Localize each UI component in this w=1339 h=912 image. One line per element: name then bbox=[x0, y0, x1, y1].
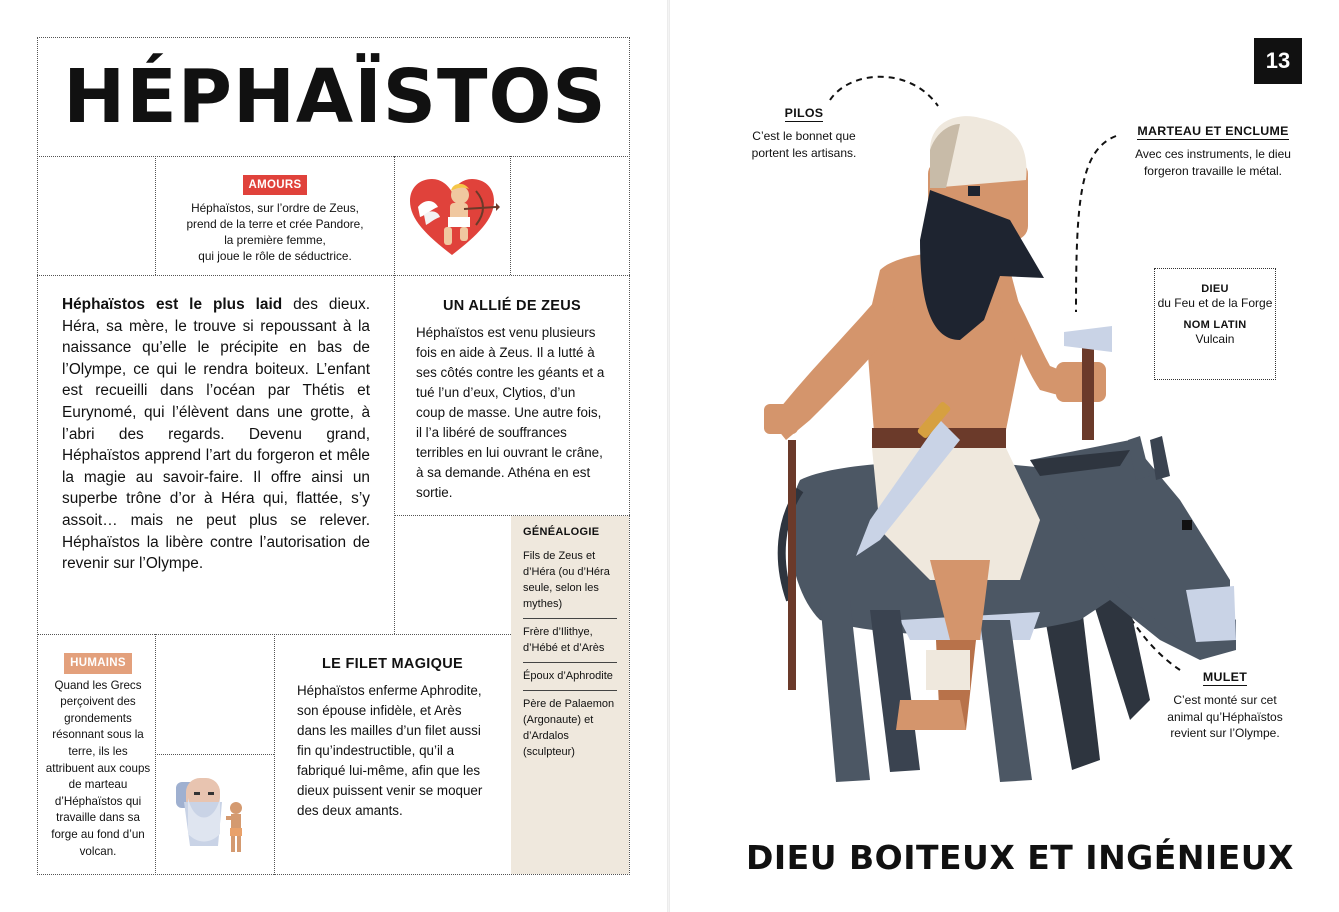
filet-heading: LE FILET MAGIQUE bbox=[322, 656, 463, 672]
dieu-text: du Feu et de la Forge bbox=[1157, 296, 1273, 310]
humains-text: Quand les Grecs perçoivent des grondements résonnant sous la terre, ils les attribuent aux coups de marteau d’Héphaïstos qui travaille dans sa forge au fond d’un volcan. bbox=[45, 678, 151, 858]
cupid-heart-icon bbox=[404, 173, 500, 263]
genealogy-heading: GÉNÉALOGIE bbox=[523, 526, 600, 538]
humains-box bbox=[44, 653, 152, 860]
latin-heading: NOM LATIN bbox=[1183, 319, 1247, 332]
left-page bbox=[0, 0, 668, 912]
ally-heading: UN ALLIÉ DE ZEUS bbox=[443, 298, 581, 314]
page-number: 13 bbox=[1254, 38, 1302, 84]
humains-tag: HUMAINS bbox=[64, 653, 132, 674]
marteau-heading: MARTEAU ET ENCLUME bbox=[1137, 124, 1289, 138]
filet-box bbox=[297, 656, 489, 821]
dieu-heading: DIEU bbox=[1201, 283, 1229, 295]
genealogy-item: Frère d’Ilithye, d’Hébé et d’Arès bbox=[523, 626, 605, 654]
pilos-heading: PILOS bbox=[784, 106, 824, 120]
page-title: HÉPHAÏSTOS bbox=[63, 54, 607, 140]
amours-line: la première femme, bbox=[224, 233, 326, 247]
ally-box bbox=[416, 298, 608, 503]
genealogy-item: Époux d’Aphrodite bbox=[523, 670, 613, 682]
old-man-and-child-icon bbox=[170, 772, 254, 856]
main-text bbox=[62, 294, 370, 575]
latin-text: Vulcain bbox=[1195, 332, 1235, 347]
ally-text: Héphaïstos est venu plusieurs fois en aide à Zeus. Il a lutté à ses côtés contre les géants et a tué l’un d’eux, Clytios, d’un coup de masse. Une autre fois, il l’a libéré de souffrances terribles en lui ouvrant le crâne, à sa demande. Athéna en est sortie. bbox=[416, 325, 605, 500]
amours-line: Héphaïstos, sur l’ordre de Zeus, bbox=[191, 201, 359, 215]
genealogy-box bbox=[511, 516, 629, 874]
bottom-title: DIEU BOITEUX ET INGÉNIEUX bbox=[745, 838, 1294, 877]
marteau-text: Avec ces instruments, le dieu forgeron travaille le métal. bbox=[1135, 147, 1291, 178]
amours-line: qui joue le rôle de séductrice. bbox=[198, 249, 352, 263]
main-text-body: des dieux. Héra, sa mère, le trouve si repoussant à la naissance qu’elle le précipite en bas de l’Olympe, ce qui le rendra boiteux. L’enfant est recueilli dans l’océan par Thétis et Eurynomé, qui l’élèvent dans une grotte, à l’abri des regards. Devenu grand, Héphaïstos apprend l’art du forgeron et mêle la magie au savoir-faire. Il offre ainsi un superbe trône d’or à Héra qui, flattée, s’y assoit… mais ne peut plus se relever. Héphaïstos la libère contre l’autorisation de revenir sur l’Olympe. bbox=[62, 296, 370, 573]
mulet-text: C’est monté sur cet animal qu’Héphaïstos revient sur l’Olympe. bbox=[1167, 693, 1283, 741]
hephaistos-on-mule-illustration bbox=[760, 108, 1240, 788]
mulet-heading: MULET bbox=[1202, 670, 1248, 684]
pilos-text: C’est le bonnet que portent les artisans. bbox=[751, 129, 857, 160]
amours-tag: AMOURS bbox=[243, 175, 308, 195]
filet-text: Héphaïstos enferme Aphrodite, son épouse infidèle, et Arès dans les mailles d’un filet aussi fin qu’indestructible, qu’il a fabriqué lui-même, afin que les dieux puissent venir se moquer des deux amants. bbox=[297, 683, 483, 818]
amours-box bbox=[158, 175, 392, 264]
amours-line: prend de la terre et crée Pandore, bbox=[186, 217, 364, 231]
main-text-lead: Héphaïstos est le plus laid bbox=[62, 296, 283, 313]
genealogy-item: Père de Palaemon (Argonaute) et d’Ardalos (sculpteur) bbox=[523, 698, 615, 758]
genealogy-item: Fils de Zeus et d’Héra (ou d’Héra seule, selon les mythes) bbox=[523, 550, 610, 610]
